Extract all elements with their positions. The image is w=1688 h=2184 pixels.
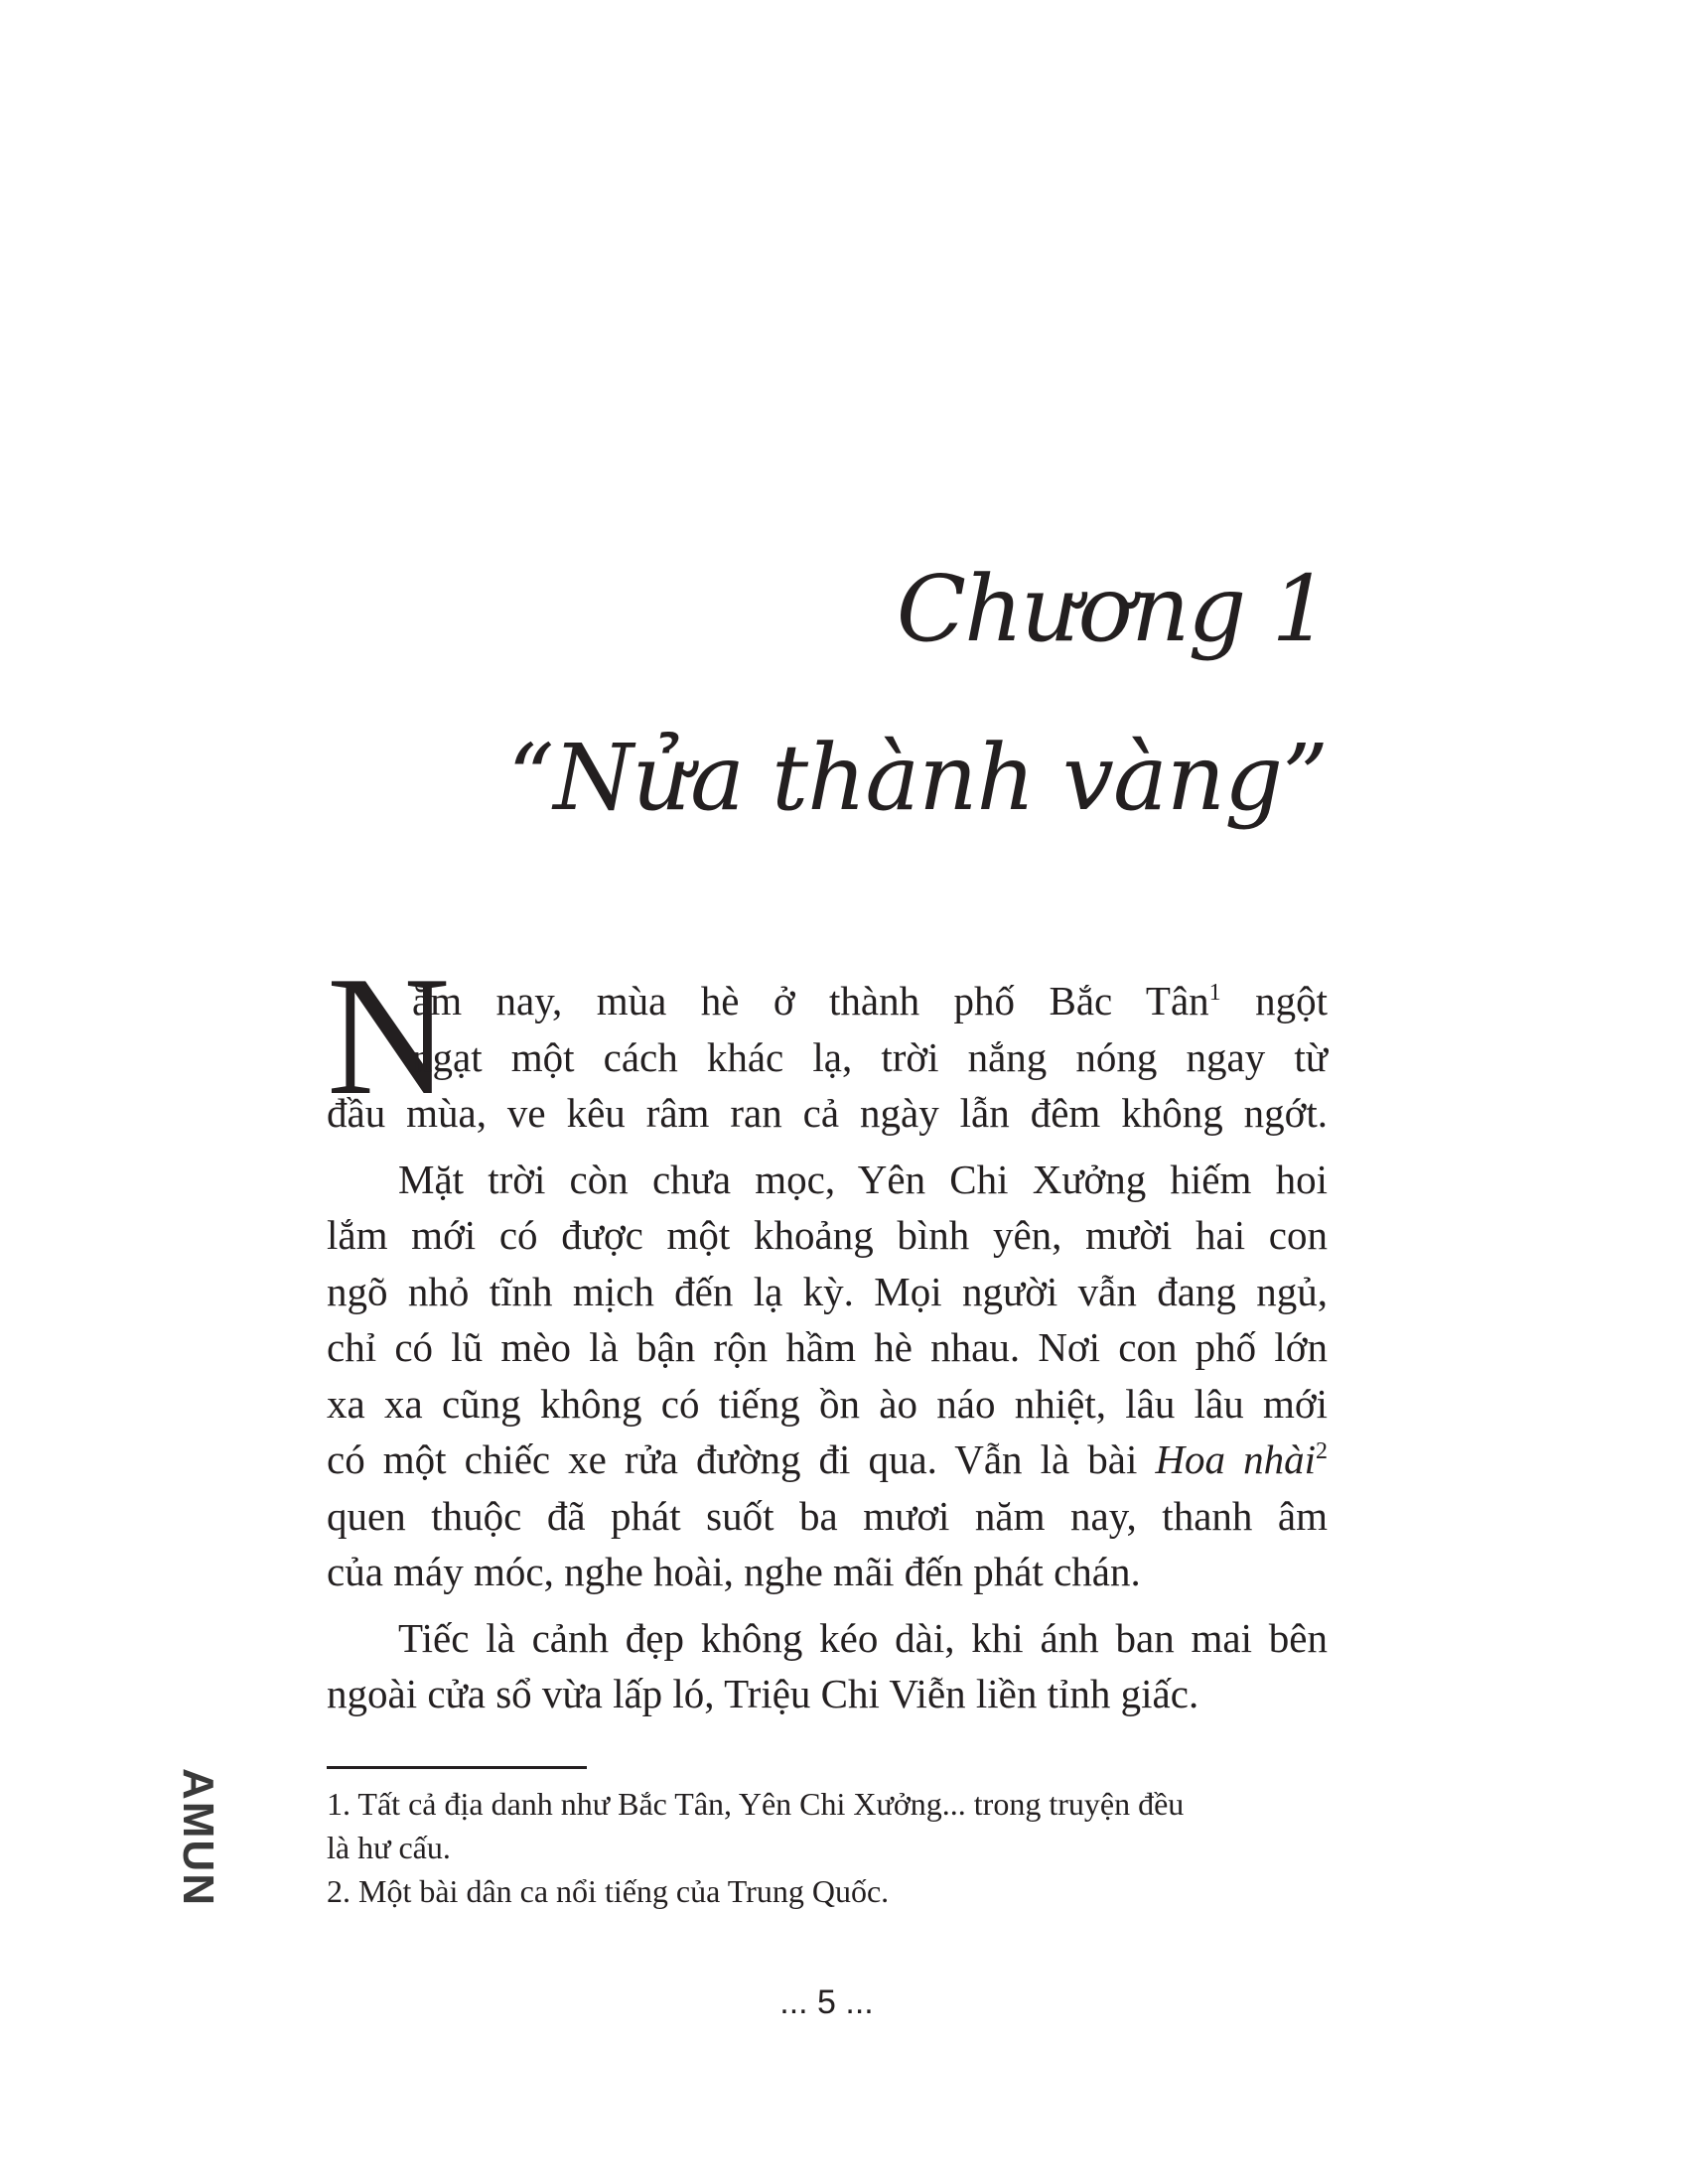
publisher-logo: AMUN bbox=[174, 1768, 222, 1907]
text-line: quen thuộc đã phát suốt ba mươi năm nay, thanh âm bbox=[327, 1492, 1328, 1539]
paragraph-1 bbox=[327, 973, 1328, 1085]
body-text bbox=[327, 973, 1328, 1722]
drop-cap: N bbox=[327, 942, 451, 1131]
footnote-1: 1. Tất cả địa danh như Bắc Tân, Yên Chi Xưởng... trong truyện đều bbox=[327, 1786, 1185, 1822]
footnote-divider bbox=[327, 1766, 587, 1769]
page-number: ... 5 ... bbox=[779, 1983, 874, 2021]
text-line: chỉ có lũ mèo là bận rộn hầm hè nhau. Nơi con phố lớn bbox=[327, 1324, 1328, 1370]
footnote-ref-1: 1 bbox=[1208, 980, 1221, 1006]
paragraph-2 bbox=[327, 1152, 1328, 1600]
footnote-ref-2: 2 bbox=[1316, 1438, 1329, 1464]
chapter-title: “Nửa thành vàng” bbox=[507, 725, 1328, 831]
footnote-1-cont: là hư cấu. bbox=[327, 1830, 451, 1865]
text-line: lắm mới có được một khoảng bình yên, mười hai con bbox=[327, 1212, 1328, 1258]
song-title: Hoa nhài bbox=[1155, 1436, 1317, 1482]
text-line: Mặt trời còn chưa mọc, Yên Chi Xưởng hiếm hoi bbox=[398, 1156, 1328, 1202]
text-line: ăm nay, mùa hè ở thành phố Bắc Tân$^1$ ngột bbox=[412, 978, 1328, 1024]
text-line: ngạt một cách khác lạ, trời nắng nóng ngay từ bbox=[412, 1033, 1328, 1080]
footnote-2: 2. Một bài dân ca nổi tiếng của Trung Quốc. bbox=[327, 1873, 890, 1909]
chapter-label: Chương 1 bbox=[896, 556, 1328, 662]
text-line: xa xa cũng không có tiếng ồn ào náo nhiệt, lâu lâu mới bbox=[327, 1380, 1328, 1427]
text-line: ngoài cửa sổ vừa lấp ló, Triệu Chi Viễn liền tỉnh giấc. bbox=[327, 1671, 1199, 1716]
footnotes bbox=[327, 1782, 1328, 1913]
text-line: của máy móc, nghe hoài, nghe mãi đến phát chán. bbox=[327, 1549, 1141, 1594]
text-line: ngõ nhỏ tĩnh mịch đến lạ kỳ. Mọi người vẫn đang ngủ, bbox=[327, 1268, 1328, 1314]
text-line: Tiếc là cảnh đẹp không kéo dài, khi ánh ban mai bên bbox=[398, 1614, 1328, 1661]
paragraph-3 bbox=[327, 1610, 1328, 1722]
text-line: có một chiếc xe rửa đường đi qua. Vẫn là bài Hoa nhài$^2$ bbox=[327, 1436, 1329, 1482]
text-line: đầu mùa, ve kêu râm ran cả ngày lẫn đêm không ngớt. bbox=[327, 1090, 1328, 1136]
